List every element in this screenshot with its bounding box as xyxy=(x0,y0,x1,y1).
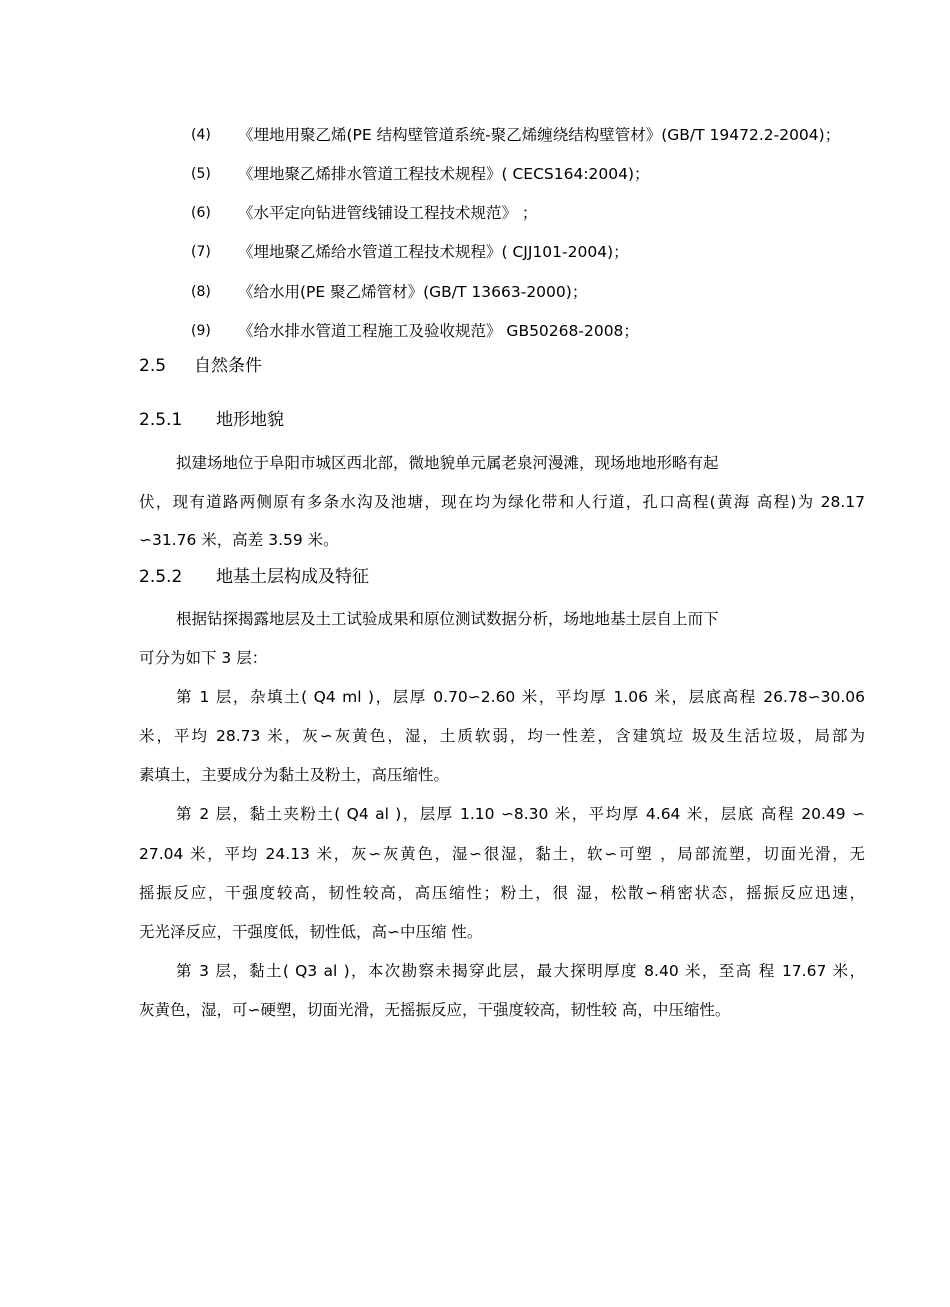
reference-number-6: (6) xyxy=(191,205,211,221)
layer-1-line-3: 素填土，主要成分为黏土及粉土，高压缩性。 xyxy=(139,766,450,784)
reference-number-9: (9) xyxy=(191,323,211,339)
soil-intro-line-1: 根据钻探揭露地层及土工试验成果和原位测试数据分析，场地地基土层自上而下 xyxy=(176,610,719,628)
reference-number-8: (8) xyxy=(191,284,211,300)
section-title-2-5: 自然条件 xyxy=(194,356,262,376)
reference-item-6: 《水平定向钻进管线铺设工程技术规范》 ； xyxy=(238,204,538,222)
layer-2-line-4: 无光泽反应，干强度低，韧性低，高∽中压缩 性。 xyxy=(139,923,483,941)
reference-number-7: (7) xyxy=(191,244,211,260)
layer-1-line-1: 第 1 层，杂填土( Q4 ml )，层厚 0.70∽2.60 米，平均厚 1.06 米，层底高程 26.78∽30.06 xyxy=(176,688,865,706)
section-number-2-5-1: 2.5.1 xyxy=(139,410,183,430)
terrain-paragraph-line-3: ∽31.76 米，高差 3.59 米。 xyxy=(139,531,339,549)
section-number-2-5-2: 2.5.2 xyxy=(139,567,183,587)
reference-item-7: 《埋地聚乙烯给水管道工程技术规程》( CJJ101-2004)； xyxy=(238,243,629,261)
reference-number-5: (5) xyxy=(191,166,211,182)
section-title-2-5-1: 地形地貌 xyxy=(216,410,284,430)
layer-3-line-1: 第 3 层，黏土( Q3 al )，本次勘察未揭穿此层，最大探明厚度 8.40 米，至高 程 17.67 米， xyxy=(176,962,865,980)
layer-2-line-3: 摇振反应，干强度较高，韧性较高，高压缩性；粉土，很 湿，松散∽稍密状态，摇振反应迅速， xyxy=(139,884,865,902)
reference-number-4: (4) xyxy=(191,127,211,143)
soil-intro-line-2: 可分为如下 3 层： xyxy=(139,649,268,667)
layer-2-line-1: 第 2 层，黏土夹粉土( Q4 al )，层厚 1.10 ∽8.30 米，平均厚 4.64 米，层底 高程 20.49 ∽ xyxy=(176,805,865,823)
terrain-paragraph-line-2: 伏，现有道路两侧原有多条水沟及池塘，现在均为绿化带和人行道，孔口高程(黄海 高程)为 28.17 xyxy=(139,493,865,511)
reference-item-5: 《埋地聚乙烯排水管道工程技术规程》( CECS164:2004)； xyxy=(238,165,650,183)
layer-2-line-2: 27.04 米，平均 24.13 米，灰∽灰黄色，湿∽很湿，黏土，软∽可塑 ，局部流塑，切面光滑，无 xyxy=(139,845,865,863)
reference-item-4: 《埋地用聚乙烯(PE 结构壁管道系统-聚乙烯缠绕结构壁管材》(GB/T 19472.2-2004)； xyxy=(238,126,841,144)
layer-1-line-2: 米，平均 28.73 米，灰∽灰黄色，湿，土质软弱，均一性差，含建筑垃 圾及生活垃圾，局部为 xyxy=(139,727,865,745)
reference-item-9: 《给水排水管道工程施工及验收规范》 GB50268-2008； xyxy=(238,322,639,340)
section-title-2-5-2: 地基土层构成及特征 xyxy=(216,567,369,587)
section-number-2-5: 2.5 xyxy=(139,356,167,376)
layer-3-line-2: 灰黄色，湿，可∽硬塑，切面光滑，无摇振反应，干强度较高，韧性较 高，中压缩性。 xyxy=(139,1001,731,1019)
reference-item-8: 《给水用(PE 聚乙烯管材》(GB/T 13663-2000)； xyxy=(238,283,588,301)
terrain-paragraph-line-1: 拟建场地位于阜阳市城区西北部，微地貌单元属老泉河漫滩，现场地地形略有起 xyxy=(176,454,719,472)
